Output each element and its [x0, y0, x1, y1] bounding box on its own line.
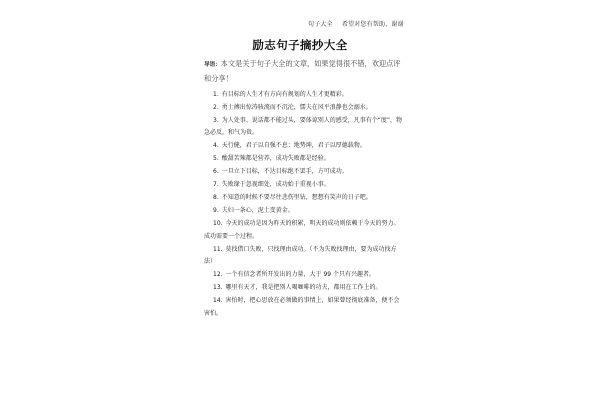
list-item-number: 2. — [213, 104, 219, 111]
page-header — [308, 19, 404, 28]
list-item — [204, 192, 402, 204]
list-item-text: 莫找借口失败，只找理由成功。（不为失败找理由，要为成功找方法） — [204, 245, 397, 266]
list-item-text: 一个有信念者所开发出的力量，大于 99 个只有兴趣者。 — [225, 271, 375, 279]
intro-paragraph — [204, 57, 404, 85]
list-item-text: 为人处事、说话都不能过头，要体谅别人的感受，凡事有个“度”，物急必反，和气为贵。 — [204, 117, 402, 137]
list-item — [204, 179, 402, 191]
list-item — [204, 140, 402, 152]
list-item-text: 失败缘于忽视细处，成功始于重视小事。 — [221, 181, 330, 189]
list-item-text: 今天的成功是因为昨天的积累，明天的成功则依赖于今天的努力。成功需要一个过程。 — [204, 220, 400, 240]
list-item-text: 勇士搏出惊涛骇流而不沉沦，懦夫在风平浪静也会溺水。 — [221, 104, 372, 111]
list-item-text: 有目标的人生才有方向有规划的人生才更精彩。 — [221, 91, 348, 98]
list-item-number: 13. — [213, 284, 223, 292]
list-item-text: 酸甜苦辣都是营养，成功失败都是经验。 — [221, 155, 330, 163]
list-item — [204, 89, 402, 101]
list-item-number: 6. — [213, 168, 219, 176]
list-item — [204, 115, 402, 140]
list-item-number: 7. — [213, 181, 219, 189]
list-item — [204, 166, 402, 178]
list-item-number: 14. — [213, 297, 223, 305]
list-item-number: 8. — [213, 194, 219, 202]
list-item-number: 3. — [213, 117, 219, 124]
site-name: 句子大全 — [308, 21, 333, 28]
list-item — [204, 295, 402, 320]
list-item — [204, 269, 402, 281]
quote-list — [204, 89, 402, 321]
list-item — [204, 205, 402, 217]
list-item-text: 哪里有天才，我是把别人喝咖啡的功夫，都用在工作上的。 — [225, 284, 382, 292]
list-item-text: 一旦立下目标，不达目标绝不罢手，方可成功。 — [221, 168, 348, 176]
header-slogan: 希望对您有帮助，谢谢 — [341, 21, 404, 28]
intro-text: 本文是关于句子大全的文章，如果觉得很不错，欢迎点评和分享！ — [204, 59, 401, 83]
list-item-text: 不知意的时候不要尽往悲伤里钻，想想有笑声的日子吧。 — [221, 194, 372, 202]
list-item — [204, 282, 402, 294]
list-item — [204, 153, 402, 165]
list-item-number: 9. — [213, 207, 219, 215]
list-item-text: 夫妇一条心，泥土变黄金。 — [221, 207, 294, 215]
list-item-number: 4. — [213, 142, 219, 150]
page-title: 励志句子摘抄大全 — [252, 38, 348, 52]
list-item-number: 11. — [213, 245, 223, 253]
list-item-number: 12. — [213, 271, 223, 279]
list-item-number: 10. — [213, 220, 223, 228]
intro-label: 导语： — [204, 62, 221, 68]
list-item-number: 1. — [213, 91, 219, 98]
list-item — [204, 218, 402, 243]
list-item — [204, 244, 402, 269]
list-item-number: 5. — [213, 155, 219, 163]
list-item — [204, 102, 402, 114]
list-item-text: 害怕时，把心思放在必须做的事情上，如果曾经彻底准备，便不会害怕。 — [204, 297, 400, 317]
list-item-text: 天行健，君子以自强不息；地势坤，君子以厚德载物。 — [221, 142, 366, 150]
